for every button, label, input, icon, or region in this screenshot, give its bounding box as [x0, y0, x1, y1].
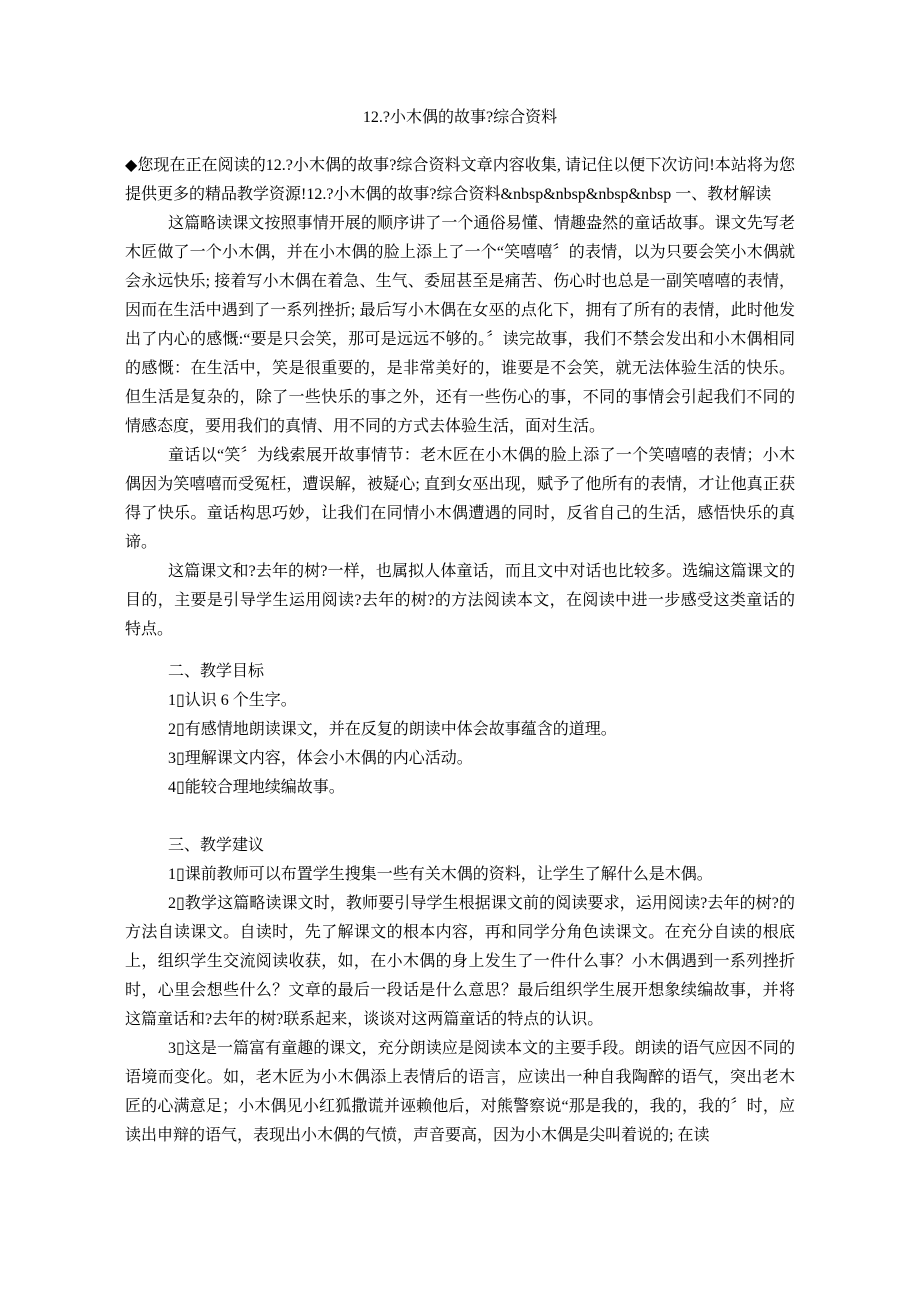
analysis-paragraph-3: 这篇课文和?去年的树?一样，也属拟人体童话，而且文中对话也比较多。选编这篇课文的目的，主要是引导学生运用阅读?去年的树?的方法阅读本文，在阅读中进一步感受这类童话的特点。: [125, 563, 795, 638]
suggestion-item-1: 1▯课前教师可以布置学生搜集一些有关木偶的资料，让学生了解什么是木偶。: [168, 866, 713, 883]
section-heading-teaching-goals: 二、教学目标: [168, 663, 265, 680]
suggestion-item-3: 3▯这是一篇富有童趣的课文，充分朗读应是阅读本文的主要手段。朗读的语气应因不同的语境而变化。如，老木匠为小木偶添上表情后的语言，应读出一种自我陶醉的语气，突出老木匠的心满意足；小木偶见小红狐撒谎并诬赖他后，对熊警察说“那是我的，我的，我的〞时，应读出申辩的语气，表现出小木偶的气愤，声音要高，因为小木偶是尖叫着说的; 在读: [125, 1040, 795, 1144]
goal-item-1: 1▯认识 6 个生字。: [168, 692, 297, 709]
blank-line: [125, 802, 795, 831]
analysis-paragraph-1: 这篇略读课文按照事情开展的顺序讲了一个通俗易懂、情趣盎然的童话故事。课文先写老木匠做了一个小木偶，并在小木偶的脸上添上了一个“笑嘻嘻〞的表情，以为只要会笑小木偶就会永远快乐; 接着写小木偶在着急、生气、委屈甚至是痛苦、伤心时也总是一副笑嘻嘻的表情，因而在生活中遇到了一系列挫折; 最后写小木偶在女巫的点化下，拥有了所有的表情，此时他发出了内心的感慨:“要是只会笑，那可是远远不够的。〞读完故事，我们不禁会发出和小木偶相同的感慨：在生活中，笑是很重要的，是非常美好的，谁要是不会笑，就无法体验生活的快乐。但生活是复杂的，除了一些快乐的事之外，还有一些伤心的事，不同的事情会引起我们不同的情感态度，要用我们的真情、用不同的方式去体验生活，面对生活。: [125, 215, 795, 435]
goal-item-3: 3▯理解课文内容，体会小木偶的内心活动。: [168, 750, 473, 767]
document-title: 12.?小木偶的故事?综合资料: [362, 109, 558, 126]
goal-item-4: 4▯能较合理地续编故事。: [168, 779, 345, 796]
intro-paragraph: ◆您现在正在阅读的12.?小木偶的故事?综合资料文章内容收集, 请记住以便下次访问!本站将为您提供更多的精品教学资源!12.?小木偶的故事?综合资料&nbsp&nbsp&nbsp&nbsp 一、教材解读: [125, 157, 795, 203]
analysis-paragraph-2: 童话以“笑〞为线索展开故事情节：老木匠在小木偶的脸上添了一个笑嘻嘻的表情；小木偶因为笑嘻嘻而受冤枉，遭误解，被疑心; 直到女巫出现，赋予了他所有的表情，才让他真正获得了快乐。童话构思巧妙，让我们在同情小木偶遭遇的同时，反省自己的生活，感悟快乐的真谛。: [125, 447, 795, 551]
suggestion-item-2: 2▯教学这篇略读课文时，教师要引导学生根据课文前的阅读要求，运用阅读?去年的树?的方法自读课文。自读时，先了解课文的根本内容，再和同学分角色读课文。在充分自读的根底上，组织学生交流阅读收获，如，在小木偶的身上发生了一件什么事？小木偶遇到一系列挫折时，心里会想些什么？文章的最后一段话是什么意思？最后组织学生展开想象续编故事，并将这篇童话和?去年的树?联系起来，谈谈对这两篇童话的特点的认识。: [125, 895, 795, 1028]
goal-item-2: 2▯有感情地朗读课文，并在反复的朗读中体会故事蕴含的道理。: [168, 721, 617, 738]
blank-line: [125, 644, 795, 657]
section-heading-teaching-suggestions: 三、教学建议: [168, 837, 265, 854]
